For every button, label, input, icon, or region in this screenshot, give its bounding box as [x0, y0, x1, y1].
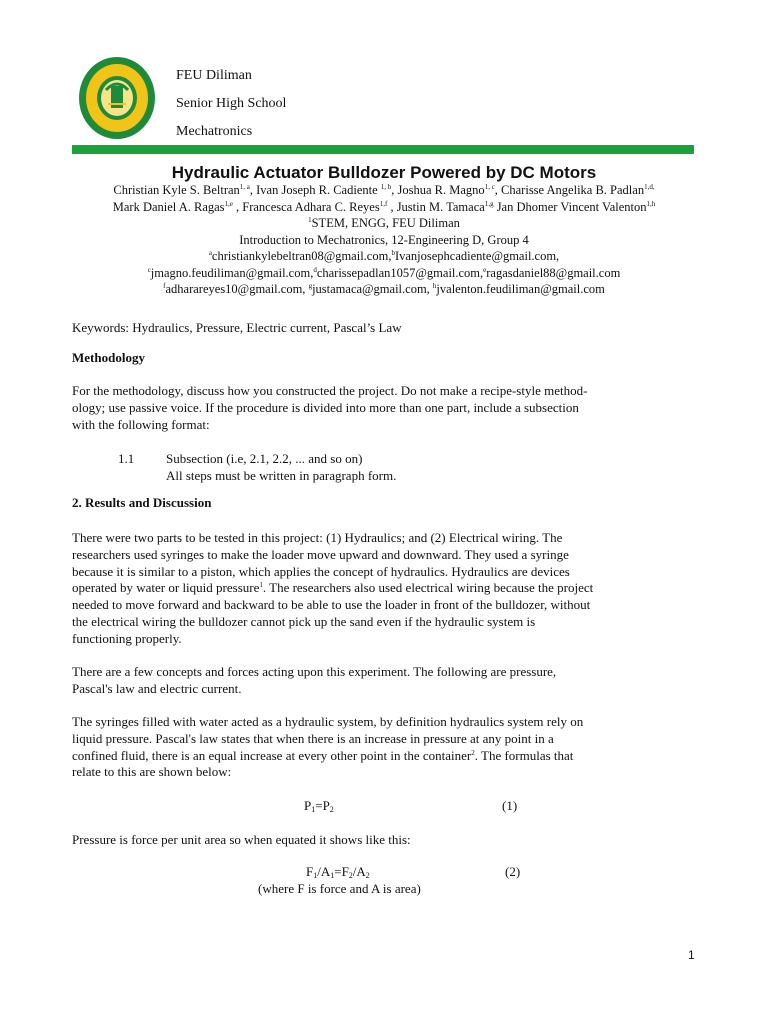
affiliation — [40, 215, 728, 232]
email-sup: g — [308, 282, 313, 290]
text-line: relate to this are shown below: — [72, 764, 232, 780]
emails-line-3 — [40, 281, 728, 298]
formula-text: /A — [352, 864, 366, 879]
author-name: Jan Dhomer Vincent Valenton — [493, 199, 647, 214]
email-sup: c — [147, 265, 151, 274]
author-name: , Justin M. Tamaca — [387, 199, 485, 214]
formula-sub: 1 — [330, 871, 335, 880]
author-sup: 1,h — [646, 199, 656, 208]
email-address: adharareyes10@gmail.com, — [165, 282, 309, 296]
email-sup: b — [391, 249, 395, 257]
authors-line-2 — [40, 199, 728, 216]
formula-text: F — [306, 864, 314, 879]
results-paragraph-4 — [72, 832, 702, 849]
email-sup: d — [313, 265, 317, 274]
text-span: . The researchers also used electrical wiring because the project — [262, 580, 594, 596]
text-line: Pressure is force per unit area so when equated it shows like this: — [72, 832, 411, 847]
formula-sub: 2 — [348, 871, 353, 880]
email-address: Ivanjosephcadiente@gmail.com, — [394, 249, 560, 263]
results-heading: 2. Results and Discussion — [72, 495, 212, 510]
author-sup: 1, a — [239, 183, 250, 191]
author-name: , Francesca Adhara C. Reyes — [232, 199, 380, 214]
formula-sub: 2 — [329, 805, 334, 814]
email-address: jvalenton.feudiliman@gmail.com — [436, 282, 605, 296]
author-sup: 1, c — [484, 183, 495, 191]
text-span: . The formulas that — [474, 747, 574, 763]
text-line: functioning properly. — [72, 630, 182, 646]
school-name: Senior High School — [176, 96, 287, 111]
email-address: christiankylebeltran08@gmail.com, — [211, 249, 392, 263]
formula-text: =F — [334, 864, 349, 879]
campus-name: FEU Diliman — [176, 68, 252, 83]
email-sup: a — [208, 249, 212, 257]
footnote-ref: 1 — [259, 581, 263, 590]
emails-line-2 — [40, 265, 728, 282]
green-header-rule — [72, 145, 694, 154]
text-line: with the following format: — [72, 416, 210, 432]
page-number: 1 — [688, 948, 695, 962]
formula-2-number: (2) — [505, 864, 521, 879]
subsection-line-1: Subsection (i.e, 2.1, 2.2, ... and so on) — [166, 451, 363, 466]
subject-name: Mechatronics — [176, 124, 253, 139]
footnote-ref: 2 — [471, 748, 475, 757]
email-address: ragasdaniel88@gmail.com — [486, 265, 621, 280]
email-address: charissepadlan1057@gmail.com, — [316, 265, 484, 280]
author-sup: 1,f — [379, 199, 388, 208]
author-name: Mark Daniel A. Ragas — [112, 199, 225, 214]
methodology-heading: Methodology — [72, 350, 145, 365]
text-line: There are a few concepts and forces acting upon this experiment. The following are pressure, — [72, 664, 557, 679]
email-address: jmagno.feudiliman@gmail.com, — [150, 265, 314, 280]
text-line: researchers used syringes to make the loader move upward and downward. They used a syringe — [72, 546, 569, 562]
text-line: liquid pressure. Pascal's law states that when there is an increase in pressure at any point in a — [72, 730, 554, 746]
text-span: operated by water or liquid pressure — [72, 580, 260, 596]
text-line: ology; use passive voice. If the procedure is divided into more than one part, include a subsection — [72, 399, 579, 415]
results-paragraph-2 — [72, 664, 702, 698]
text-line: The syringes filled with water acted as a hydraulic system, by definition hydraulics system rely on — [72, 714, 584, 729]
text-line: For the methodology, discuss how you constructed the project. Do not make a recipe-style method- — [72, 383, 588, 398]
results-paragraph-1 — [72, 530, 702, 648]
text-line: the electrical wiring the bulldozer cannot pick up the sand even if the hydraulic system is — [72, 613, 536, 629]
formula-1 — [304, 798, 334, 814]
formula-sub: 1 — [313, 871, 318, 880]
author-name: , Ivan Joseph R. Cadiente — [249, 183, 381, 197]
email-address: justamaca@gmail.com, — [312, 282, 433, 296]
methodology-paragraph — [72, 383, 702, 433]
formula-2-note: (where F is force and A is area) — [258, 881, 421, 896]
affiliation-sup: 1 — [308, 216, 312, 224]
paper-title: Hydraulic Actuator Bulldozer Powered by DC Motors — [171, 163, 597, 182]
formula-text: /A — [317, 864, 331, 879]
course-line: Introduction to Mechatronics, 12-Engineering D, Group 4 — [239, 232, 529, 247]
text-line — [72, 748, 702, 765]
author-sup: 1, b — [380, 183, 392, 191]
author-sup: 1,g — [484, 199, 494, 208]
formula-text: P — [304, 798, 312, 813]
text-span: confined fluid, there is an equal increase at every other point in the container — [72, 747, 472, 763]
formula-sub: 1 — [311, 805, 316, 814]
author-name: , Joshua R. Magno — [391, 183, 485, 197]
text-line: There were two parts to be tested in this project: (1) Hydraulics; and (2) Electrical wiring. The — [72, 530, 563, 545]
text-line: because it is similar to a piston, which applies the concept of hydraulics. Hydraulics are devices — [72, 563, 570, 579]
header-info — [176, 62, 286, 146]
keywords: Keywords: Hydraulics, Pressure, Electric current, Pascal’s Law — [72, 320, 402, 335]
email-sup: e — [483, 265, 487, 274]
email-sup: h — [432, 282, 437, 290]
affiliation-text: STEM, ENGG, FEU Diliman — [311, 216, 460, 230]
results-paragraph-3 — [72, 714, 702, 781]
text-line: Pascal's law and electric current. — [72, 680, 242, 696]
author-block — [40, 182, 728, 298]
subsection-line-2: All steps must be written in paragraph form. — [166, 468, 397, 483]
author-sup: 1,d, — [644, 183, 655, 191]
email-sup: f — [163, 282, 166, 290]
formula-sub: 2 — [365, 871, 370, 880]
author-name: , Charisse Angelika B. Padlan — [494, 183, 645, 197]
authors-line-1 — [40, 182, 728, 199]
formula-1-number: (1) — [502, 798, 518, 813]
subsection-number: 1.1 — [118, 451, 135, 466]
formula-text: =P — [315, 798, 330, 813]
text-line: needed to move forward and backward to be able to use the loader in front of the bulldozer, without — [72, 597, 591, 613]
author-name: Christian Kyle S. Beltran — [113, 183, 240, 197]
text-line — [72, 580, 702, 597]
author-sup: 1,e — [224, 199, 233, 208]
emails-line-1 — [40, 248, 728, 265]
university-seal-logo — [78, 56, 156, 140]
formula-2 — [306, 864, 370, 880]
